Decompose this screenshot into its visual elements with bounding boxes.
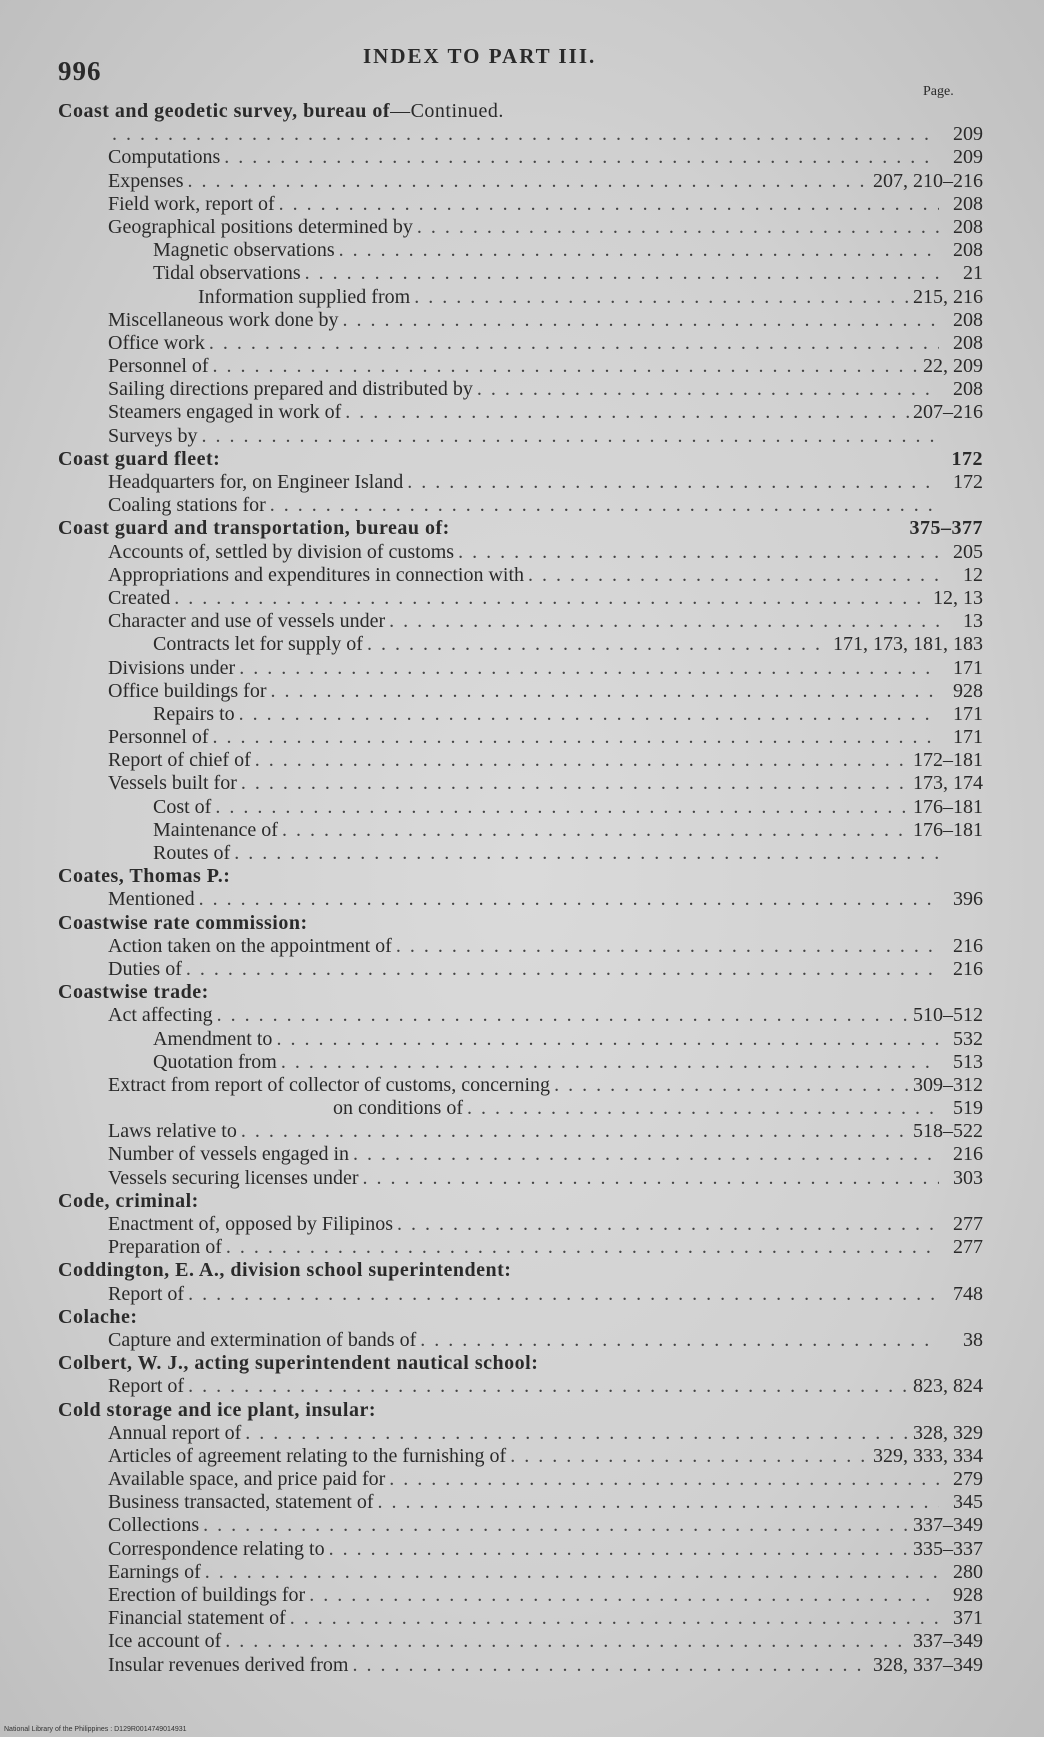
entry-page-reference: 513 bbox=[953, 1050, 983, 1073]
index-subentry bbox=[58, 170, 983, 193]
entry-page-reference: 337–349 bbox=[913, 1514, 983, 1537]
entry-label: Coast guard and transportation, bureau of: bbox=[58, 517, 450, 540]
leader-dots bbox=[467, 1097, 939, 1120]
index-heading-entry bbox=[58, 981, 983, 1004]
leader-dots bbox=[329, 1538, 909, 1561]
index-subentry bbox=[58, 657, 983, 680]
leader-dots bbox=[389, 610, 939, 633]
index-heading-entry bbox=[58, 1306, 983, 1329]
leader-dots bbox=[213, 726, 939, 749]
index-subentry bbox=[58, 1236, 983, 1259]
page-column-heading: Page. bbox=[923, 84, 954, 99]
entry-page-reference: 328, 337–349 bbox=[873, 1653, 983, 1676]
index-subentry bbox=[58, 1028, 983, 1051]
entry-label: on conditions of bbox=[333, 1097, 463, 1120]
entry-label: Steamers engaged in work of bbox=[108, 401, 342, 424]
leader-dots bbox=[414, 286, 909, 309]
index-subentry bbox=[58, 1422, 983, 1445]
leader-dots bbox=[239, 657, 939, 680]
entry-page-reference: 172–181 bbox=[913, 749, 983, 772]
entry-label: Surveys by bbox=[108, 424, 198, 447]
entry-page-reference: 173, 174 bbox=[913, 772, 983, 795]
index-subentry bbox=[58, 1630, 983, 1653]
index-subentry bbox=[58, 1561, 983, 1584]
index-subentry bbox=[58, 471, 983, 494]
leader-dots bbox=[290, 1607, 939, 1630]
index-subentry bbox=[58, 772, 983, 795]
entry-label: Collections bbox=[108, 1514, 200, 1537]
entry-page-reference: 928 bbox=[953, 1584, 983, 1606]
index-subentry bbox=[58, 1514, 983, 1537]
leader-dots bbox=[225, 1630, 909, 1653]
entry-page-reference: 328, 329 bbox=[913, 1421, 983, 1444]
entry-label: Quotation from bbox=[153, 1050, 277, 1073]
entry-page-reference: 280 bbox=[953, 1560, 983, 1583]
entry-label: Financial statement of bbox=[108, 1607, 286, 1630]
entry-page-reference: 171, 173, 181, 183 bbox=[833, 633, 983, 656]
entry-page-reference: 928 bbox=[953, 679, 983, 702]
entry-page-reference: 519 bbox=[953, 1097, 983, 1120]
entry-page-reference: 207–216 bbox=[913, 401, 983, 424]
index-subentry bbox=[58, 216, 983, 239]
entry-label: Maintenance of bbox=[153, 818, 278, 841]
index-heading-entry bbox=[58, 1399, 983, 1422]
leader-dots bbox=[239, 703, 939, 726]
leader-dots bbox=[199, 888, 939, 911]
leader-dots bbox=[353, 1143, 939, 1166]
entry-page-reference: 396 bbox=[953, 888, 983, 911]
leader-dots bbox=[309, 1584, 939, 1607]
entry-page-reference: 171 bbox=[953, 656, 983, 679]
entry-label: Colbert, W. J., acting superintendent nautical school: bbox=[58, 1352, 539, 1375]
index-subentry bbox=[58, 796, 983, 819]
entry-page-reference: 823, 824 bbox=[913, 1375, 983, 1398]
leader-dots bbox=[188, 170, 869, 193]
index-subentry bbox=[58, 1120, 983, 1143]
leader-dots bbox=[477, 378, 939, 401]
entry-label: Cold storage and ice plant, insular: bbox=[58, 1398, 377, 1421]
leader-dots bbox=[213, 355, 919, 378]
index-subentry bbox=[58, 1445, 983, 1468]
entry-page-reference: 215, 216 bbox=[913, 285, 983, 308]
footer-credit: National Library of the Philippines : D129R0014749014931 bbox=[4, 1726, 187, 1733]
entry-page-reference: 172 bbox=[953, 471, 983, 493]
leader-dots bbox=[458, 541, 939, 564]
entry-label: Magnetic observations bbox=[153, 239, 335, 262]
entry-label: Coaling stations for bbox=[108, 494, 266, 517]
entry-page-reference: 216 bbox=[953, 1143, 983, 1166]
entry-label: Report of chief of bbox=[108, 749, 251, 772]
entry-label: Annual report of bbox=[108, 1421, 242, 1444]
entry-label: Business transacted, statement of bbox=[108, 1491, 374, 1514]
entry-label: Vessels securing licenses under bbox=[108, 1166, 359, 1189]
entry-label: Coates, Thomas P.: bbox=[58, 865, 231, 888]
entry-page-reference: 176–181 bbox=[913, 818, 983, 841]
index-subentry bbox=[58, 262, 983, 285]
entry-page-reference: 518–522 bbox=[913, 1120, 983, 1143]
entry-page-reference: 176–181 bbox=[913, 795, 983, 818]
entry-label: Insular revenues derived from bbox=[108, 1653, 349, 1676]
entry-page-reference: 38 bbox=[963, 1328, 983, 1351]
leader-dots bbox=[339, 239, 939, 262]
entry-label: Appropriations and expenditures in connection with bbox=[108, 563, 525, 586]
leader-dots bbox=[255, 749, 909, 772]
leader-dots bbox=[201, 425, 939, 448]
index-subentry bbox=[58, 610, 983, 633]
entry-page-reference: 209 bbox=[953, 123, 983, 146]
entry-label: Ice account of bbox=[108, 1630, 222, 1653]
leader-dots bbox=[417, 216, 939, 239]
entry-label: Personnel of bbox=[108, 355, 209, 378]
entry-label: Coast guard fleet: bbox=[58, 447, 221, 470]
index-heading-entry bbox=[58, 1190, 983, 1213]
running-title: INDEX TO PART III. bbox=[363, 44, 597, 68]
page-number: 996 bbox=[58, 56, 102, 86]
leader-dots bbox=[203, 1514, 909, 1537]
entry-label: Repairs to bbox=[153, 702, 235, 725]
leader-dots bbox=[389, 1468, 939, 1491]
index-subentry bbox=[58, 726, 983, 749]
entry-page-reference: 216 bbox=[953, 957, 983, 980]
entry-page-reference: 208 bbox=[953, 239, 983, 262]
index-subentry bbox=[58, 633, 983, 656]
entry-label: Cost of bbox=[153, 795, 212, 818]
entry-page-reference: 277 bbox=[953, 1213, 983, 1235]
entry-label: Character and use of vessels under bbox=[108, 610, 386, 633]
entry-page-reference: 375–377 bbox=[909, 517, 983, 540]
entry-page-reference: 277 bbox=[953, 1236, 983, 1259]
entry-label: Mentioned bbox=[108, 888, 195, 911]
index-subentry bbox=[58, 587, 983, 610]
entry-page-reference: 532 bbox=[953, 1027, 983, 1050]
index-subentry bbox=[58, 541, 983, 564]
leader-dots bbox=[112, 123, 939, 146]
leader-dots bbox=[378, 1491, 940, 1514]
leader-dots bbox=[209, 332, 939, 355]
index-subentry bbox=[58, 1329, 983, 1352]
leader-dots bbox=[205, 1561, 939, 1584]
index-subentry bbox=[58, 1004, 983, 1027]
entry-label: Headquarters for, on Engineer Island bbox=[108, 471, 404, 493]
entry-label: Sailing directions prepared and distributed by bbox=[108, 378, 473, 401]
leader-dots bbox=[420, 1329, 939, 1352]
leader-dots bbox=[226, 1236, 939, 1259]
entry-page-reference: 309–312 bbox=[913, 1073, 983, 1096]
entry-label: Available space, and price paid for bbox=[108, 1468, 386, 1491]
entry-label: Code, criminal: bbox=[58, 1189, 199, 1212]
entry-label: Miscellaneous work done by bbox=[108, 308, 339, 331]
index-subentry bbox=[58, 425, 983, 448]
entry-label: Action taken on the appointment of bbox=[108, 934, 392, 957]
index-subentry bbox=[58, 309, 983, 332]
entry-label: Vessels built for bbox=[108, 772, 237, 795]
leader-dots bbox=[343, 309, 939, 332]
index-subentry bbox=[58, 401, 983, 424]
leader-dots bbox=[363, 1167, 940, 1190]
entry-page-reference: 208 bbox=[953, 378, 983, 401]
leader-dots bbox=[345, 401, 909, 424]
entry-page-reference: 345 bbox=[953, 1491, 983, 1514]
leader-dots bbox=[528, 564, 939, 587]
index-subentry bbox=[58, 1097, 983, 1120]
entry-page-reference: 207, 210–216 bbox=[873, 169, 983, 192]
index-subentry bbox=[58, 1143, 983, 1166]
entry-label: Accounts of, settled by division of customs bbox=[108, 540, 455, 563]
leader-dots bbox=[352, 1654, 869, 1677]
leader-dots bbox=[186, 958, 939, 981]
entry-page-reference: 216 bbox=[953, 934, 983, 957]
index-entries bbox=[58, 100, 983, 1677]
leader-dots bbox=[241, 772, 909, 795]
index-heading-entry bbox=[58, 1352, 983, 1375]
index-subentry bbox=[58, 1468, 983, 1491]
leader-dots bbox=[245, 1422, 909, 1445]
leader-dots bbox=[271, 680, 940, 703]
leader-dots bbox=[217, 1004, 909, 1027]
entry-label: Erection of buildings for bbox=[108, 1584, 306, 1606]
entry-label: Routes of bbox=[153, 842, 231, 864]
index-subentry bbox=[58, 564, 983, 587]
leader-dots bbox=[397, 1213, 939, 1236]
entry-label: Coddington, E. A., division school superintendent: bbox=[58, 1259, 512, 1282]
index-subentry bbox=[58, 1584, 983, 1607]
leader-dots bbox=[554, 1074, 909, 1097]
entry-page-reference: 337–349 bbox=[913, 1630, 983, 1653]
entry-page-reference: 171 bbox=[953, 726, 983, 749]
entry-label: Articles of agreement relating to the furnishing of bbox=[108, 1444, 507, 1467]
entry-page-reference: 335–337 bbox=[913, 1537, 983, 1560]
entry-page-reference: 21 bbox=[963, 262, 983, 285]
leader-dots bbox=[510, 1445, 869, 1468]
entry-page-reference: 208 bbox=[953, 308, 983, 331]
entry-label: Enactment of, opposed by Filipinos bbox=[108, 1213, 393, 1235]
entry-label: Report of bbox=[108, 1375, 185, 1398]
index-heading-entry bbox=[58, 517, 983, 540]
entry-page-reference: 12, 13 bbox=[933, 586, 983, 609]
entry-label: Computations bbox=[108, 146, 221, 169]
entry-label: Capture and extermination of bands of bbox=[108, 1328, 417, 1351]
entry-page-reference: 208 bbox=[953, 192, 983, 215]
leader-dots bbox=[174, 587, 929, 610]
entry-label: Report of bbox=[108, 1282, 185, 1305]
leader-dots bbox=[215, 796, 909, 819]
index-subentry bbox=[58, 1051, 983, 1074]
entry-label: Office work bbox=[108, 331, 205, 354]
entry-page-reference: 329, 333, 334 bbox=[873, 1444, 983, 1467]
entry-page-reference: 172 bbox=[951, 447, 983, 470]
entry-label: Created bbox=[108, 586, 171, 609]
index-subentry bbox=[58, 1491, 983, 1514]
entry-label: Amendment to bbox=[153, 1027, 273, 1050]
leader-dots bbox=[396, 935, 939, 958]
index-subentry bbox=[58, 1074, 983, 1097]
entry-label: Contracts let for supply of bbox=[153, 633, 363, 656]
index-subentry bbox=[58, 286, 983, 309]
index-subentry bbox=[58, 703, 983, 726]
entry-page-reference: 171 bbox=[953, 702, 983, 725]
entry-label: Coast and geodetic survey, bureau of bbox=[58, 100, 391, 122]
entry-label: Information supplied from bbox=[198, 285, 411, 308]
index-heading-entry bbox=[58, 912, 983, 935]
leader-dots bbox=[224, 146, 939, 169]
index-heading-entry bbox=[58, 865, 983, 888]
leader-dots bbox=[241, 1120, 909, 1143]
entry-page-reference: 12 bbox=[963, 563, 983, 586]
entry-label: Office buildings for bbox=[108, 679, 267, 702]
entry-label: Act affecting bbox=[108, 1004, 213, 1027]
entry-label: Tidal observations bbox=[153, 262, 301, 285]
entry-label: Geographical positions determined by bbox=[108, 215, 413, 238]
entry-label: Field work, report of bbox=[108, 192, 275, 215]
index-heading-entry bbox=[58, 448, 983, 471]
entry-page-reference: 205 bbox=[953, 540, 983, 563]
leader-dots bbox=[270, 494, 939, 517]
index-heading-entry bbox=[58, 1259, 983, 1282]
entry-page-reference: 209 bbox=[953, 146, 983, 169]
index-subentry bbox=[58, 935, 983, 958]
leader-dots bbox=[188, 1375, 909, 1398]
entry-page-reference: 510–512 bbox=[913, 1004, 983, 1027]
index-subentry bbox=[58, 193, 983, 216]
index-subentry bbox=[58, 749, 983, 772]
index-subentry bbox=[58, 1283, 983, 1306]
index-subentry bbox=[58, 355, 983, 378]
leader-dots bbox=[281, 1051, 939, 1074]
index-subentry bbox=[58, 680, 983, 703]
index-subentry bbox=[58, 888, 983, 911]
entry-page-reference: 303 bbox=[953, 1166, 983, 1189]
entry-label: Coastwise trade: bbox=[58, 981, 209, 1004]
index-subentry bbox=[58, 123, 983, 146]
entry-page-reference: 748 bbox=[953, 1282, 983, 1305]
entry-label: Colache: bbox=[58, 1305, 138, 1328]
index-subentry bbox=[58, 1538, 983, 1561]
entry-page-reference: 13 bbox=[963, 610, 983, 633]
index-subentry bbox=[58, 1375, 983, 1398]
entry-page-reference: 22, 209 bbox=[923, 355, 983, 378]
index-subentry bbox=[58, 842, 983, 865]
leader-dots bbox=[305, 262, 939, 285]
index-subentry bbox=[58, 332, 983, 355]
entry-page-reference: 371 bbox=[953, 1607, 983, 1630]
leader-dots bbox=[407, 471, 939, 494]
index-subentry bbox=[58, 958, 983, 981]
entry-label: Divisions under bbox=[108, 656, 236, 679]
entry-page-reference: 208 bbox=[953, 331, 983, 354]
entry-label: Extract from report of collector of customs, concerning bbox=[108, 1073, 551, 1096]
entry-page-reference: 279 bbox=[953, 1468, 983, 1491]
entry-label: Expenses bbox=[108, 169, 184, 192]
entry-label: Personnel of bbox=[108, 726, 209, 749]
index-subentry bbox=[58, 239, 983, 262]
entry-page-reference: 208 bbox=[953, 215, 983, 238]
leader-dots bbox=[276, 1028, 939, 1051]
index-subentry bbox=[58, 1654, 983, 1677]
entry-label: Earnings of bbox=[108, 1560, 201, 1583]
entry-label: Preparation of bbox=[108, 1236, 222, 1259]
entry-continued-note: —Continued. bbox=[390, 100, 504, 122]
entry-label: Number of vessels engaged in bbox=[108, 1143, 350, 1166]
index-subentry bbox=[58, 1607, 983, 1630]
leader-dots bbox=[282, 819, 909, 842]
page-header bbox=[58, 38, 978, 99]
index-subentry bbox=[58, 819, 983, 842]
index-subentry bbox=[58, 494, 983, 517]
index-subentry bbox=[58, 1167, 983, 1190]
entry-label: Laws relative to bbox=[108, 1120, 237, 1143]
leader-dots bbox=[367, 633, 829, 656]
index-subentry bbox=[58, 378, 983, 401]
index-subentry bbox=[58, 146, 983, 169]
index-heading-entry bbox=[58, 100, 983, 123]
index-subentry bbox=[58, 1213, 983, 1236]
leader-dots bbox=[279, 193, 939, 216]
entry-label: Correspondence relating to bbox=[108, 1537, 325, 1560]
entry-label: Coastwise rate commission: bbox=[58, 911, 308, 934]
leader-dots bbox=[188, 1283, 939, 1306]
leader-dots bbox=[234, 842, 939, 865]
entry-label: Duties of bbox=[108, 957, 182, 980]
